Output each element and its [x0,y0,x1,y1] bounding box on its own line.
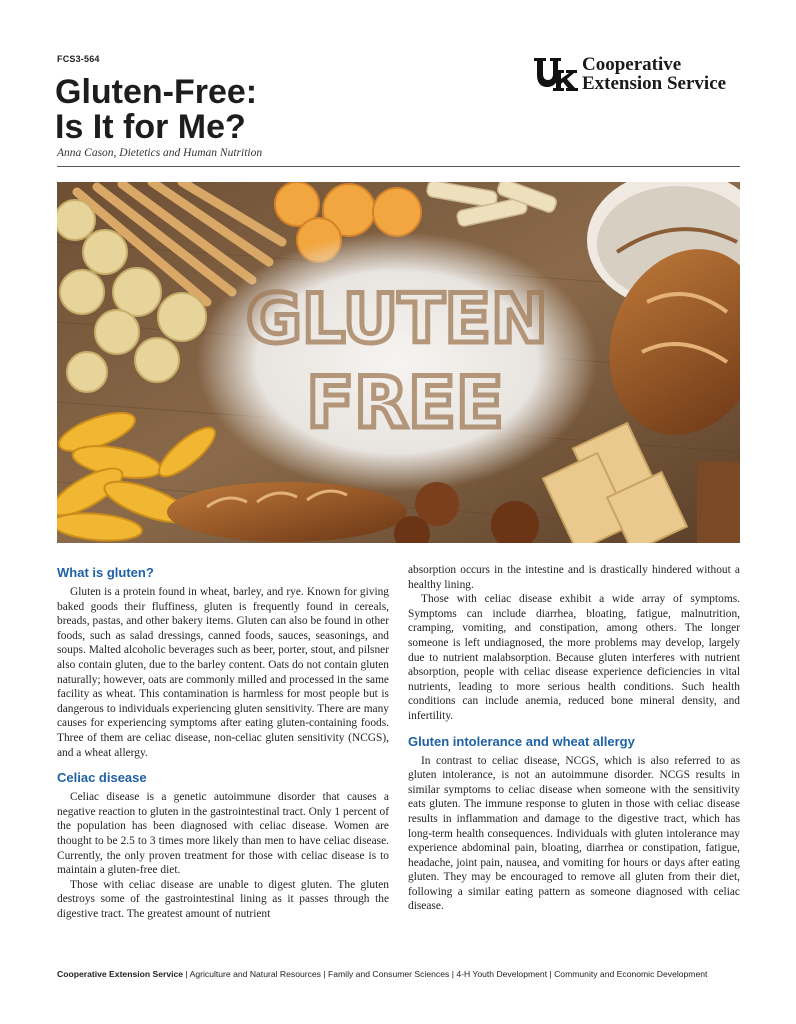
flour-word-gluten: GLUTEN [246,280,548,359]
header-divider [57,166,740,167]
heading-what-is-gluten: What is gluten? [57,565,154,580]
logo-line-1: Cooperative [582,54,682,75]
uk-logo-mark-icon [532,55,578,93]
footer-program-list: | Agriculture and Natural Resources | Family and Consumer Sciences | 4-H Youth Development | Community and Economic Development [183,969,708,979]
page-title [55,75,257,145]
logo-wordmark [582,55,726,93]
uk-extension-logo [532,55,742,97]
logo-line-2: Extension Service [582,73,727,94]
flour-word-free: FREE [306,362,504,444]
paragraph-celiac-2: Those with celiac disease are unable to digest gluten. The gluten destroys some of the gastrointestinal lining as it passes through the digestive tract. The greatest amount of nutrient [57,878,389,920]
paragraph-continued: absorption occurs in the intestine and is drastically hindered without a healthy lining. [408,564,740,591]
title-line-2: Is It for Me? [55,108,246,146]
right-column [408,563,740,914]
author-byline: Anna Cason, Dietetics and Human Nutrition [57,147,263,159]
heading-gluten-intolerance: Gluten intolerance and wheat allergy [408,733,635,749]
hero-photo-gluten-free-foods [57,182,740,543]
title-line-1: Gluten-Free: [55,73,258,111]
paragraph-symptoms: Those with celiac disease exhibit a wide array of symptoms. Symptoms can include diarrhea, bloating, fatigue, malnutrition, cramping, vomiting, and constipation, among others. The longer someone is left undiagnosed, the more problems may develop, largely due to nutrient malabsorption. Because gluten interferes with nutrient absorption, people with celiac disease experience deficiencies in vital nutrients, leading to more serious health conditions. Such health conditions can include anemia, reduced bone mineral density, and infertility. [408,593,740,722]
left-column [57,563,389,921]
gluten-free-foods-illustration [57,182,740,543]
footer-programs [57,969,757,979]
paragraph-celiac-1: Celiac disease is a genetic autoimmune disorder that causes a negative reaction to gluten in the gastrointestinal tract. Only 1 percent of the population has been diagnosed with celiac disease. Women are thought to be 2.5 to 3 times more likely than men to have celiac disease. Currently, the only proven treatment for those with celiac disease is to maintain a gluten-free diet. [57,791,389,877]
publication-code: FCS3-564 [57,54,100,64]
paragraph-what-is-gluten: Gluten is a protein found in wheat, barley, and rye. Known for giving baked goods their fluffiness, gluten is frequently found in cereals, breads, pastas, and other bakery items. Gluten can also be found in other foods, such as salad dressings, canned foods, sauces, seasonings, and soups. Malted alcoholic beverages such as beer, porter, stout, and pilsner also contain gluten, due to the barley content. Oats do not contain gluten naturally; however, oats are commonly milled and processed in the same facility as wheat. This contamination is harmless for most people but is dangerous to individuals experiencing gluten sensitivity. There are many causes for experiencing symptoms after eating gluten-containing foods. Three of them are celiac disease, non-celiac gluten sensitivity (NCGS), and a wheat allergy. [57,586,389,759]
paragraph-gluten-intolerance: In contrast to celiac disease, NCGS, which is also referred to as gluten intolerance, is not an autoimmune disorder. NCGS results in similar symptoms to celiac disease when someone with the sensitivity eats gluten. The immune response to gluten in those with celiac disease results in inflammation and damage to the digestive tract, which has long-term health consequences. Individuals with gluten intolerance may experience abdominal pain, bloating, diarrhea or constipation, fatigue, headache, joint pain, nausea, and vomiting for hours or days after eating gluten. They may be encouraged to remove all gluten from their diet, following a similar eating pattern as someone diagnosed with celiac disease. [408,754,740,913]
heading-celiac-disease: Celiac disease [57,770,147,786]
footer-org: Cooperative Extension Service [57,969,184,979]
